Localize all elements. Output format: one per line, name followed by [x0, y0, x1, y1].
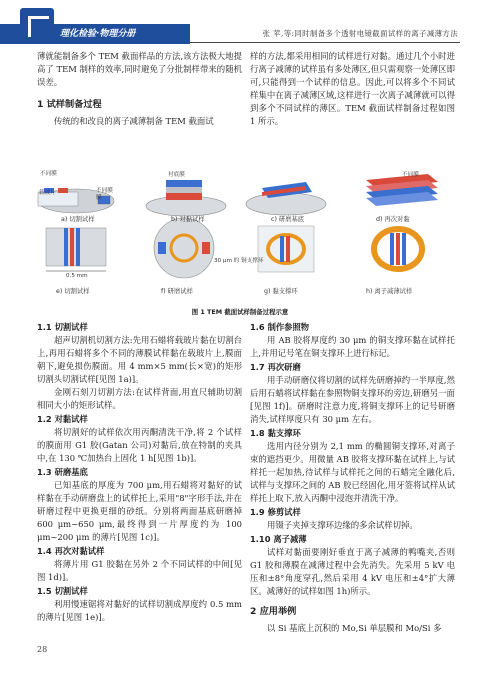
panel-d-illustration [366, 174, 438, 206]
paragraph: 薄就能制备多个 TEM 截面样品的方法,该方法极大地提高了 TEM 制样的效率,同时避免了分批制样带来的随机误差。 [37, 51, 242, 87]
paragraph: 试样对黏面要刚好垂直于离子减薄的鸭嘴夹,否则 G1 胶和薄膜在减薄过程中会先消失。先采用 5 kV 电压和±8°角度穿孔,然后采用 4 kV 电压和±4°扩大薄区。减薄好的试样如图 1h)所示。 [250, 547, 455, 596]
left-column-top [37, 50, 242, 128]
right-column-top [250, 50, 455, 128]
paragraph: 已知基底的厚度为 700 μm,用石蜡将对黏好的试样黏在手动研磨盘上的试样托上,采用"8"字形手法,并在研磨过程中更换更细的砂纸。分别将两面基底研磨掉 600 μm~650 μm,最终得到一片厚度约为 100 μm~200 μm 的薄片[见图 1c)]。 [37, 480, 242, 542]
panel-g-illustration [258, 226, 314, 272]
paragraph: 以 Si 基底上沉积的 Mo,Si 单层膜和 Mo/Si 多 [267, 623, 442, 633]
subsection-heading: 1.10 离子减薄 [250, 534, 307, 544]
panel-label-f: f) 研磨试样 [161, 288, 193, 295]
panel-label-e: e) 切割试样 [56, 288, 90, 295]
journal-name: 理化检验·物理分册 [60, 29, 136, 39]
page-number: 28 [37, 645, 48, 654]
annotation-ring: 30 μm 的 铜支撑环 [214, 258, 264, 264]
paragraph: 用 AB 胶将厚度约 30 μm 的铜支撑环黏在试样托上,并用记号笔在铜支撑环上进行标记。 [250, 335, 455, 358]
subsection-heading: 1.8 黏支撑环 [250, 428, 301, 438]
annotation-substrate-film: 衬底膜 [168, 172, 185, 178]
subsection-heading: 1.6 制作参照物 [250, 322, 310, 332]
panel-label-h: h) 离子减薄试样 [366, 288, 413, 295]
paragraph: 用镊子夹掉支撑环边缘的多余试样切掉。 [267, 520, 418, 530]
subsection-heading: 1.1 切割试样 [37, 322, 88, 332]
section-heading: 2 应用举例 [250, 606, 297, 617]
subsection-heading: 1.7 再次研磨 [250, 362, 301, 372]
section-heading: 1 试样制备过程 [37, 99, 102, 110]
annotation-film: 膜 [96, 195, 102, 201]
panel-f-illustration [154, 218, 214, 278]
paragraph: 传统的和改良的离子减薄制备 TEM 截面试 [54, 116, 214, 126]
panel-c-illustration [246, 182, 326, 215]
panel-b-illustration [146, 180, 226, 216]
panel-label-d: d) 再次对黏 [376, 216, 410, 223]
annotation-diff-film-2: 不同膜 [96, 188, 113, 194]
subsection-heading: 1.5 切割试样 [37, 586, 88, 596]
annotation-substrate: 载玻片 [39, 190, 56, 196]
subsection-heading: 1.3 研磨基底 [37, 467, 88, 477]
paragraph: 用手动研磨仪将切割的试样先研磨掉约一半厚度,然后用石蜡将试样黏在参照物铜支撑环的旁边,研磨另一面[见图 1f)]。研磨时注意力度,将铜支撑环上的记号研磨消失,试样厚度只有 30 μm 左右。 [250, 375, 455, 424]
annotation-dimension: 0.5 mm [66, 273, 88, 279]
paragraph: 利用慢速锯将对黏好的试样切割成厚度约 0.5 mm 的薄片[见图 1e)]。 [37, 599, 242, 622]
paragraph: 将切割好的试样依次用丙酮清洗干净,将 2 个试样的膜面用 G1 胶(Gatan 公司)对黏后,放在特制的夹具中,在 130 ℃加热台上固化 1 h[见图 1b)]。 [37, 427, 242, 463]
right-column-bottom [250, 320, 455, 635]
annotation-diff-film: 不同膜 [40, 171, 57, 177]
paragraph: 将薄片用 G1 胶黏在另外 2 个不同试样的中间[见图 1d)]。 [37, 559, 242, 582]
left-column-bottom [37, 320, 242, 624]
subsection-heading: 1.2 对黏试样 [37, 414, 88, 424]
subsection-heading: 1.9 修剪试样 [250, 507, 301, 517]
journal-header [0, 0, 480, 46]
panel-h-illustration [374, 229, 422, 269]
panel-label-g: g) 黏支撑环 [264, 288, 298, 295]
panel-label-b: b) 对黏试样 [171, 216, 205, 223]
panel-label-c: c) 研磨基底 [271, 216, 305, 223]
paragraph: 超声切割机切割方法:先用石蜡将载玻片黏在切割台上,再用石蜡将多个不同的薄膜试样黏在载玻片上,膜面朝下,避免损伤膜面。用 4 mm×5 mm(长×宽)的矩形切割头切割试样[见图 1a)]。 [37, 335, 242, 384]
journal-logo-icon [20, 8, 54, 42]
figure-caption: 图 1 TEM 截面试样制备过程示意 [191, 308, 289, 316]
subsection-heading: 1.4 再次对黏试样 [37, 546, 105, 556]
paragraph: 金刚石刻刀切割方法:在试样背面,用直尺辅助切割相同大小的矩形试样。 [37, 387, 242, 410]
panel-label-a: a) 切割试样 [61, 216, 95, 223]
header-rule [190, 42, 460, 43]
paragraph: 样的方法,都采用相同的试样进行对黏。通过几个小时进行离子减薄的试样虽有多处薄区,但只需观察一处薄区即可,只能得到一个试样的信息。因此,可以将多个不同试样集中在离子减薄区域,这样进行一次离子减薄就可以得到多个不同试样的薄区。TEM 截面试样制备过程如图 1 所示。 [250, 51, 455, 126]
panel-e-illustration [46, 228, 106, 271]
running-title: 张 苹,等:同时制备多个透射电镜截面试样的离子减薄方法 [262, 29, 458, 38]
paragraph: 选用内径分别为 2,1 mm 的椭圆铜支撑环,对离子束的遮挡更少。用微量 AB 胶将支撑环黏在试样上,与试样托一起加热,待试样与试样托之间的石蜡完全融化后,试样与支撑环之间的 AB 胶已经固化,用牙签将试样从试样托上取下,放入丙酮中浸泡并清洗干净。 [250, 441, 455, 503]
annotation-diff-film-3: 不同膜 [402, 172, 419, 178]
figure-1 [36, 166, 446, 306]
